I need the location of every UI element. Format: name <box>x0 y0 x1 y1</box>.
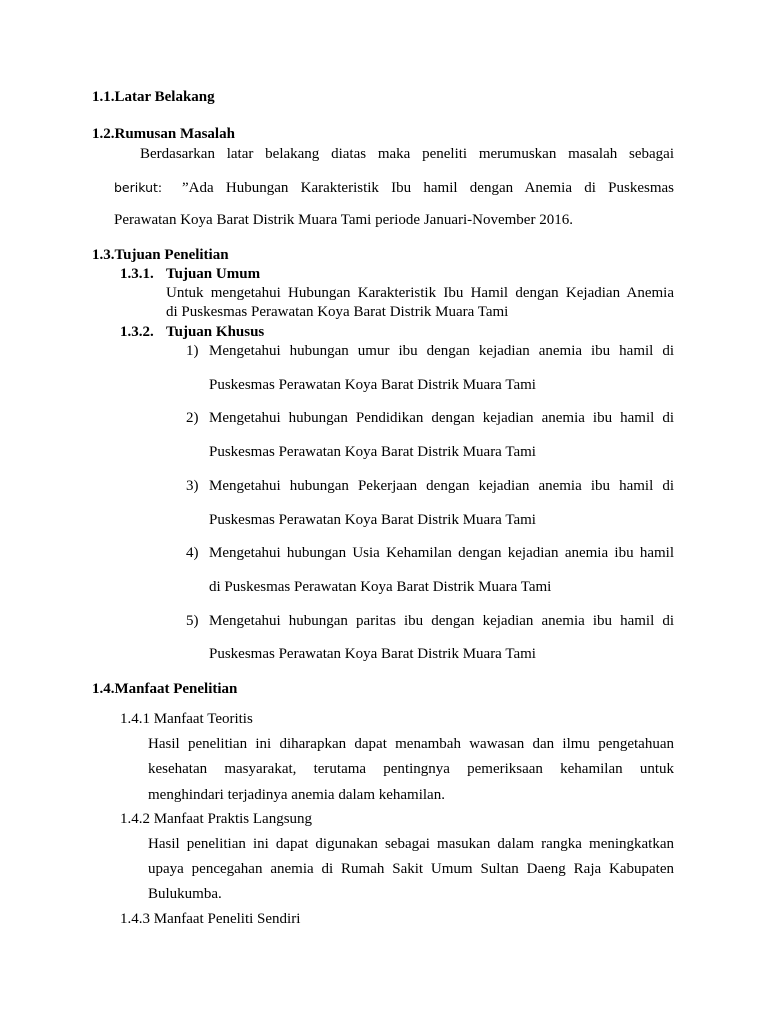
tujuan-khusus-title: Tujuan Khusus <box>166 324 265 340</box>
manfaat-sendiri-title: 1.4.3 Manfaat Peneliti Sendiri <box>120 911 301 927</box>
rumusan-line-3: Perawatan Koya Barat Distrik Muara Tami periode Januari-November 2016. <box>114 212 573 228</box>
manfaat-praktis-line-1: Hasil penelitian ini dapat digunakan sebagai masukan dalam rangka meningkatkan <box>148 836 674 852</box>
tujuan-item-line-1: Mengetahui hubungan paritas ibu dengan kejadian anemia ibu hamil di <box>209 613 674 629</box>
tujuan-item-number: 3) <box>186 478 199 494</box>
rumusan-line-2 <box>114 179 674 197</box>
tujuan-item-line-1: Mengetahui hubungan Pekerjaan dengan kejadian anemia ibu hamil di <box>209 478 674 494</box>
tujuan-item-line-1: Mengetahui hubungan umur ibu dengan kejadian anemia ibu hamil di <box>209 343 674 359</box>
manfaat-praktis-line-3: Bulukumba. <box>148 886 222 902</box>
manfaat-praktis-title: 1.4.2 Manfaat Praktis Langsung <box>120 811 313 827</box>
manfaat-teoritis-title: 1.4.1 Manfaat Teoritis <box>120 711 253 727</box>
tujuan-item-line-2: Puskesmas Perawatan Koya Barat Distrik Muara Tami <box>209 512 536 528</box>
manfaat-teoritis-line-3: menghindari terjadinya anemia dalam kehamilan. <box>148 787 445 803</box>
tujuan-umum-line-2: di Puskesmas Perawatan Koya Barat Distrik Muara Tami <box>166 304 509 320</box>
tujuan-item-line-1: Mengetahui hubungan Pendidikan dengan kejadian anemia ibu hamil di <box>209 410 674 426</box>
tujuan-item-line-2: Puskesmas Perawatan Koya Barat Distrik Muara Tami <box>209 646 536 662</box>
heading-rumusan-masalah: 1.2.Rumusan Masalah <box>92 126 235 142</box>
tujuan-item-line-2: Puskesmas Perawatan Koya Barat Distrik Muara Tami <box>209 377 536 393</box>
tujuan-item-line-2: Puskesmas Perawatan Koya Barat Distrik Muara Tami <box>209 444 536 460</box>
tujuan-umum-title: Tujuan Umum <box>166 266 261 282</box>
heading-manfaat-penelitian: 1.4.Manfaat Penelitian <box>92 681 238 697</box>
heading-tujuan-penelitian: 1.3.Tujuan Penelitian <box>92 247 229 263</box>
tujuan-khusus-number: 1.3.2. <box>120 324 154 340</box>
tujuan-item-number: 1) <box>186 343 199 359</box>
manfaat-praktis-line-2: upaya pencegahan anemia di Rumah Sakit Umum Sultan Daeng Raja Kabupaten <box>148 861 674 877</box>
tujuan-item-line-1: Mengetahui hubungan Usia Kehamilan dengan kejadian anemia ibu hamil <box>209 545 674 561</box>
tujuan-item-number: 4) <box>186 545 199 561</box>
tujuan-umum-line-1: Untuk mengetahui Hubungan Karakteristik Ibu Hamil dengan Kejadian Anemia <box>166 285 674 301</box>
manfaat-teoritis-line-1: Hasil penelitian ini diharapkan dapat menambah wawasan dan ilmu pengetahuan <box>148 736 674 752</box>
tujuan-umum-number: 1.3.1. <box>120 266 154 282</box>
heading-latar-belakang: 1.1.Latar Belakang <box>92 89 215 105</box>
rumusan-berikut-word: berikut: <box>114 180 163 195</box>
tujuan-item-number: 2) <box>186 410 199 426</box>
rumusan-line-2-rest: ”Ada Hubungan Karakteristik Ibu hamil dengan Anemia di Puskesmas <box>182 180 674 196</box>
tujuan-item-number: 5) <box>186 613 199 629</box>
rumusan-line-1: Berdasarkan latar belakang diatas maka peneliti merumuskan masalah sebagai <box>140 146 674 162</box>
tujuan-item-line-2: di Puskesmas Perawatan Koya Barat Distrik Muara Tami <box>209 579 552 595</box>
manfaat-teoritis-line-2: kesehatan masyarakat, terutama pentingnya pemeriksaan kehamilan untuk <box>148 761 674 777</box>
